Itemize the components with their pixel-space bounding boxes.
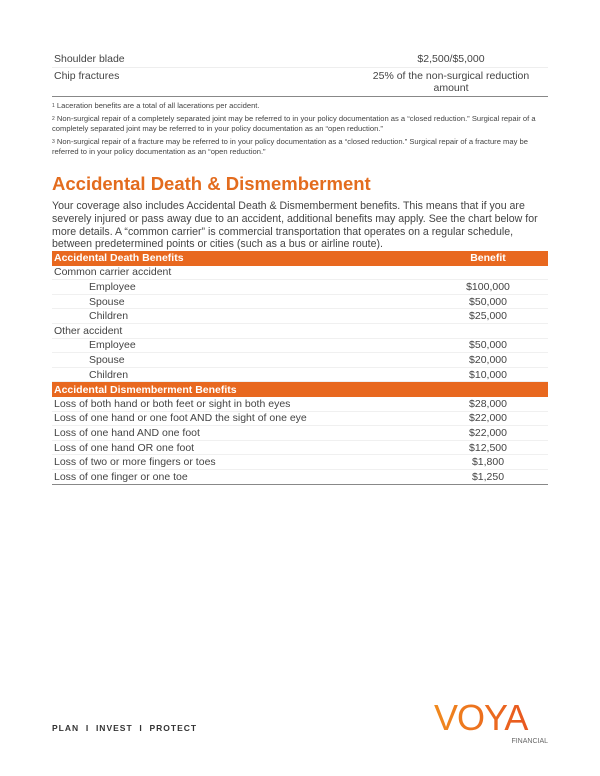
row-value: $1,800 [471,456,505,469]
row-label: Spouse [89,295,125,308]
logo-text: VOYA [434,698,528,738]
table-row [52,470,548,485]
table-row [52,397,548,412]
row-value: $25,000 [469,310,507,323]
row-label: Children [89,368,129,381]
row-label: Loss of both hand or both feet or sight in both eyes [54,397,291,410]
row-value: $1,250 [471,470,505,483]
row-label: Shoulder blade [54,53,125,65]
tagline: PLAN I INVEST I PROTECT [52,723,198,733]
logo-subtext: FINANCIAL [511,738,548,745]
table-row [52,412,548,427]
table-row [52,353,548,368]
footnote-text: Laceration benefits are a total of all lacerations per accident. [56,101,260,110]
add-table [52,251,548,485]
footnote [52,101,552,111]
table-row [52,368,548,383]
footnote-text: Non-surgical repair of a completely separated joint may be referred to in your policy documentation as a “closed reduction.” Surgical repair of a completely separated joint may be referred to in your policy documentation as an “open reduction.” [52,114,536,133]
row-label: Loss of one finger or one toe [54,470,188,483]
footnote-number: 3 [52,139,55,145]
death-header-row [52,251,548,266]
row-value: $10,000 [469,368,507,381]
section-paragraph: Your coverage also includes Accidental Death & Dismemberment benefits. This means that if you are severely injured or pass away due to an accident, additional benefits may apply. See the chart below for more details. A “common carrier” is commercial transportation that operates on a regular schedule, between predetermined points or cities (such as a bus or airline route). [52,200,538,251]
row-label: Loss of one hand or one foot AND the sight of one eye [54,412,307,425]
row-label: Spouse [89,353,125,366]
dismemberment-header-row [52,382,548,397]
row-value: 25% of the non-surgical reduction amount [372,70,530,94]
table-row [52,295,548,310]
row-value: $20,000 [469,353,507,366]
footnote-number: 1 [52,103,55,109]
top-table [52,51,548,97]
footnotes [52,101,552,160]
header-benefit: Benefit [470,252,506,265]
row-value: $50,000 [469,339,507,352]
header-label: Accidental Death Benefits [54,252,184,265]
row-value: $2,500/$5,000 [417,53,485,65]
row-value: $12,500 [469,441,507,454]
row-label: Employee [89,280,136,293]
footnote [52,114,552,134]
section-title: Accidental Death & Dismemberment [52,173,371,194]
voya-logo [434,698,549,746]
footnote-number: 2 [52,116,55,122]
group-row [52,324,548,339]
table-row [52,68,548,97]
table-row [52,309,548,324]
group-row [52,266,548,281]
row-value: $22,000 [469,412,507,425]
row-label: Loss of one hand AND one foot [54,426,200,439]
table-row [52,441,548,456]
row-label: Chip fractures [54,70,120,82]
table-row [52,339,548,354]
footnote-text: Non-surgical repair of a fracture may be referred to in your policy documentation as a “closed reduction.” Surgical repair of a fracture may be referred to in your policy documentation as an “open reduction.” [52,137,528,156]
row-label: Children [89,310,129,323]
table-row [52,426,548,441]
row-label: Other accident [54,324,123,337]
row-label: Loss of two or more fingers or toes [54,456,216,469]
table-row [52,455,548,470]
row-label: Loss of one hand OR one foot [54,441,195,454]
row-value: $50,000 [469,295,507,308]
row-value: $100,000 [466,280,510,293]
table-row [52,280,548,295]
row-label: Common carrier accident [54,266,172,279]
footnote [52,137,552,157]
row-label: Employee [89,339,136,352]
row-label: Accidental Dismemberment Benefits [54,383,237,396]
row-value: $28,000 [469,397,507,410]
row-value: $22,000 [469,426,507,439]
table-row [52,51,548,68]
